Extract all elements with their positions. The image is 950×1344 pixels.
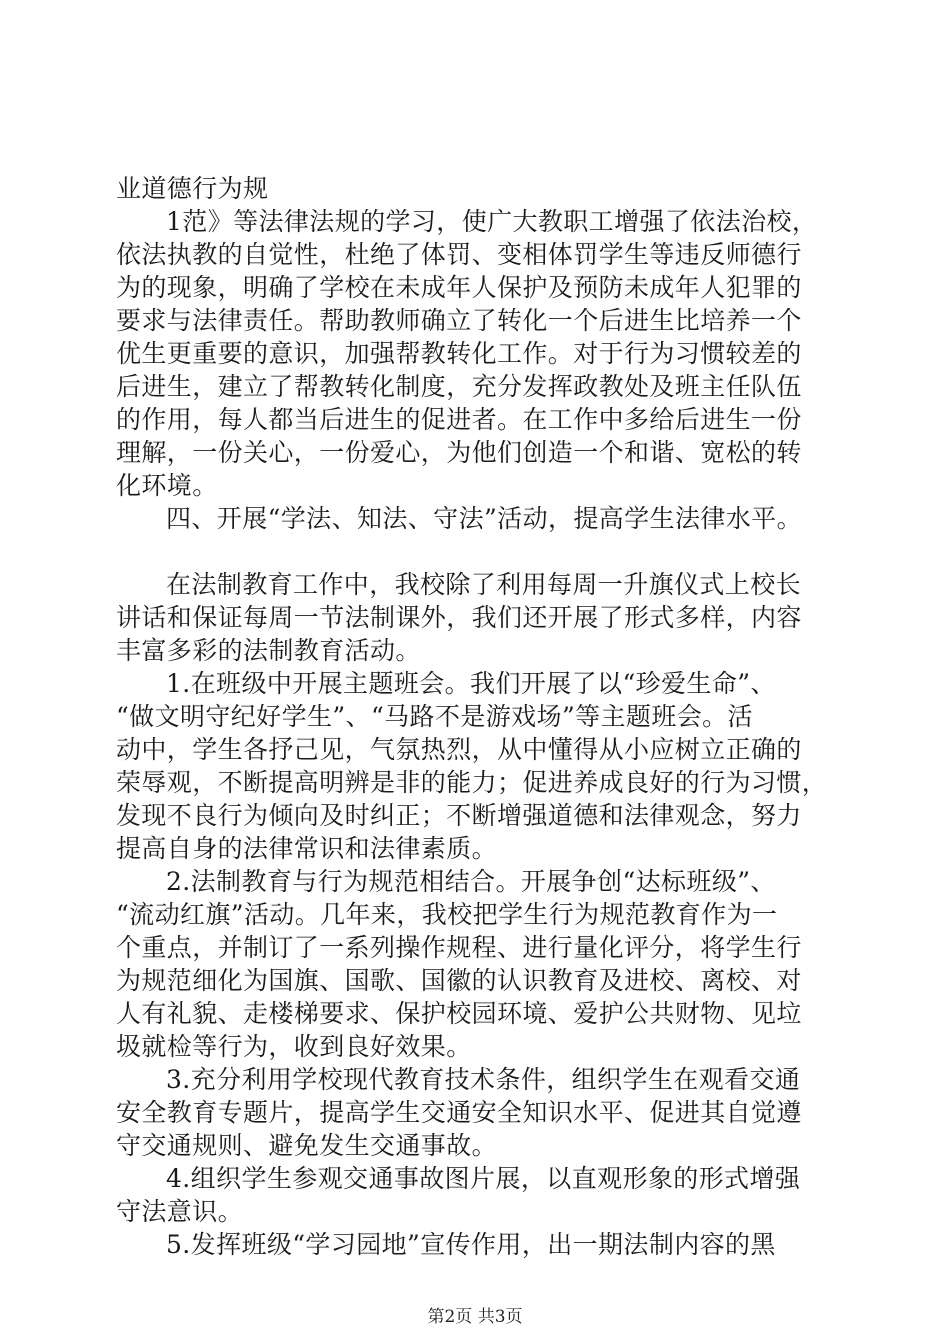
- text-line: 守交通规则、避免发生交通事故。: [116, 1131, 498, 1160]
- text-line: 为规范细化为国旗、国歌、国徽的认识教育及进校、离校、对: [116, 966, 802, 995]
- text-line: “做文明守纪好学生”、“马路不是游戏场”等主题班会。活: [116, 702, 753, 731]
- text-line: 理解，一份关心，一份爱心，为他们创造一个和谐、宽松的转: [116, 438, 802, 467]
- text-line: 安全教育专题片，提高学生交通安全知识水平、促进其自觉遵: [116, 1098, 802, 1127]
- text-line: 个重点，并制订了一系列操作规程、进行量化评分，将学生行: [116, 933, 802, 962]
- text-line: 依法执教的自觉性，杜绝了体罚、变相体罚学生等违反师德行: [116, 240, 802, 269]
- text-line: 荣辱观，不断提高明辨是非的能力；促进养成良好的行为习惯，: [116, 768, 828, 797]
- document-body: [116, 172, 846, 1261]
- text-line: 讲话和保证每周一节法制课外，我们还开展了形式多样，内容: [116, 603, 802, 632]
- text-line: 提高自身的法律常识和法律素质。: [116, 834, 498, 863]
- text-line: 优生更重要的意识，加强帮教转化工作。对于行为习惯较差的: [116, 339, 802, 368]
- blank-line: [116, 535, 846, 568]
- text-line: 2.法制教育与行为规范相结合。开展争创“达标班级”、: [166, 867, 776, 896]
- text-line: 3.充分利用学校现代教育技术条件，组织学生在观看交通: [166, 1065, 801, 1094]
- text-line: 后进生，建立了帮教转化制度，充分发挥政教处及班主任队伍: [116, 372, 802, 401]
- text-line: 守法意识。: [116, 1197, 244, 1226]
- text-line: 化环境。: [116, 471, 218, 500]
- text-line: 发现不良行为倾向及时纠正；不断增强道德和法律观念，努力: [116, 801, 802, 830]
- text-line: 业道德行为规: [116, 174, 269, 203]
- text-line: 圾就检等行为，收到良好效果。: [116, 1032, 472, 1061]
- text-line: 5.发挥班级“学习园地”宣传作用，出一期法制内容的黑: [166, 1230, 776, 1259]
- text-line: 4.组织学生参观交通事故图片展，以直观形象的形式增强: [166, 1164, 801, 1193]
- text-line: 1范》等法律法规的学习，使广大教职工增强了依法治校，: [166, 207, 818, 236]
- page-footer: 第2页 共3页: [427, 1307, 523, 1327]
- text-line: 丰富多彩的法制教育活动。: [116, 636, 421, 665]
- text-line: 四、开展“学法、知法、守法”活动，提高学生法律水平。: [166, 504, 802, 533]
- text-line: 的作用，每人都当后进生的促进者。在工作中多给后进生一份: [116, 405, 802, 434]
- text-line: 在法制教育工作中，我校除了利用每周一升旗仪式上校长: [166, 570, 802, 599]
- text-line: 动中，学生各抒己见，气氛热烈，从中懂得从小应树立正确的: [116, 735, 802, 764]
- text-line: 人有礼貌、走楼梯要求、保护校园环境、爱护公共财物、见垃: [116, 999, 802, 1028]
- text-line: 为的现象，明确了学校在未成年人保护及预防未成年人犯罪的: [116, 273, 802, 302]
- text-line: 1.在班级中开展主题班会。我们开展了以“珍爱生命”、: [166, 669, 776, 698]
- text-line: “流动红旗”活动。几年来，我校把学生行为规范教育作为一: [116, 900, 778, 929]
- text-line: 要求与法律责任。帮助教师确立了转化一个后进生比培养一个: [116, 306, 802, 335]
